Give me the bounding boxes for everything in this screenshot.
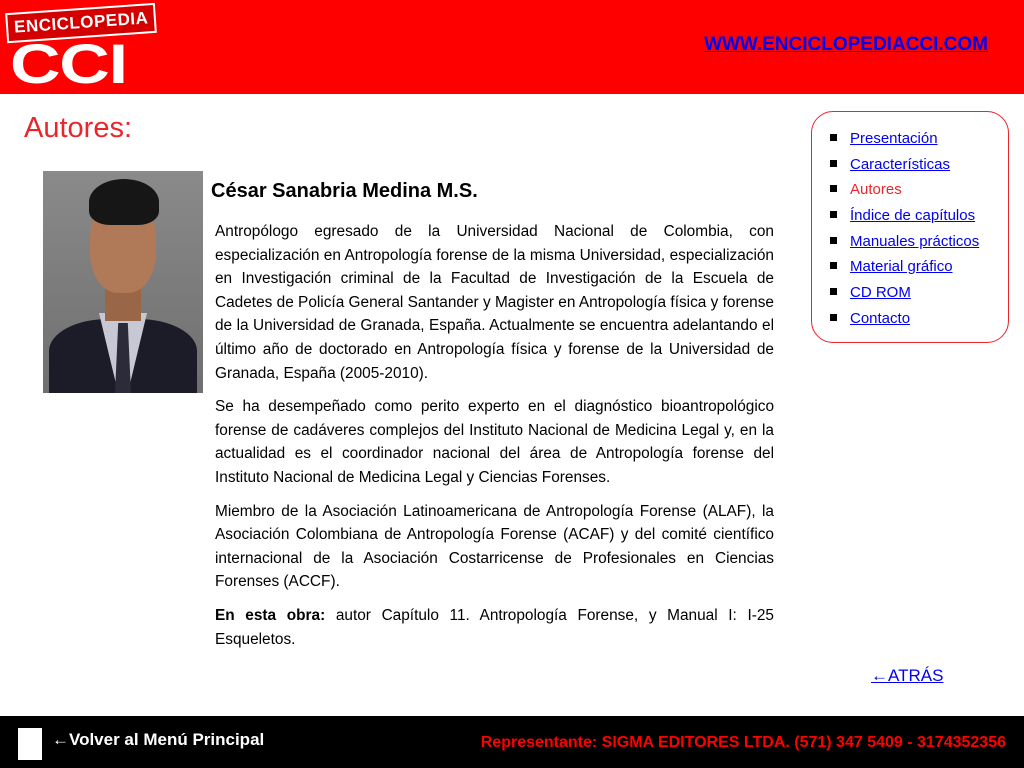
bio-work-paragraph [215, 604, 774, 651]
square-bullet-icon [830, 237, 837, 244]
header-bar [0, 0, 1024, 94]
enciclopedia-cci-logo[interactable] [6, 8, 149, 95]
navigation-menu [811, 111, 1009, 343]
page-title: Autores: [24, 112, 132, 144]
square-bullet-icon [830, 134, 837, 141]
nav-item-indice [830, 205, 979, 231]
square-bullet-icon [830, 185, 837, 192]
nav-item-manuales [830, 231, 979, 257]
author-name: César Sanabria Medina M.S. [211, 180, 478, 202]
bio-paragraph: Antropólogo egresado de la Universidad Nacional de Colombia, con especialización en Antropología forense de la misma Universidad, especialización en Investigación criminal de la Facultad de Investigación de la Escuela de Cadetes de Policía General Santander y Magister en Antropología física y forense de la Universidad de Granada, España. Actualmente se encuentra adelantando el último año de doctorado en Antropología física y forense de la Universidad de Granada, España (2005-2010). [215, 223, 774, 382]
logo-bottom-text: CCI [10, 32, 127, 95]
nav-item-contacto [830, 308, 979, 334]
footer-bar [0, 716, 1024, 768]
work-text: autor Capítulo 11. Antropología Forense, y Manual I: I-25 Esqueletos. [215, 606, 774, 648]
author-photo [43, 171, 203, 393]
nav-item-caracteristicas [830, 154, 979, 180]
logo-top-text: ENCICLOPEDIA [5, 3, 157, 43]
nav-link-manuales-practicos[interactable]: Manuales prácticos [850, 232, 980, 250]
square-bullet-icon [830, 160, 837, 167]
nav-link-caracteristicas[interactable]: Características [850, 155, 951, 173]
nav-link-indice-capitulos[interactable]: Índice de capítulos [850, 207, 976, 225]
nav-link-presentacion[interactable]: Presentación [850, 130, 938, 147]
square-bullet-icon [830, 211, 837, 218]
nav-item-autores [830, 179, 979, 205]
nav-link-contacto[interactable]: Contacto [850, 309, 911, 327]
nav-link-material-grafico[interactable]: Material gráfico [850, 258, 953, 276]
square-bullet-icon [830, 288, 837, 295]
back-link[interactable]: ←ATRÁS [871, 666, 944, 685]
bio-paragraph: Miembro de la Asociación Latinoamericana de Antropología Forense (ALAF), la Asociación Colombiana de Antropología Forense (ACAF) y del comité científico internacional de la Asociación Costarricense de Profesionales en Ciencias Forenses (ACCF). [215, 502, 774, 591]
work-label: En esta obra: [215, 606, 326, 624]
nav-link-autores[interactable]: Autores [850, 181, 902, 199]
nav-item-presentacion [830, 128, 979, 154]
square-bullet-icon [830, 262, 837, 269]
bio-paragraph: Se ha desempeñado como perito experto en el diagnóstico bioantropológico forense de cadáveres complejos del Instituto Nacional de Medicina Legal y, en la actualidad es el coordinador nacional del área de Antropología forense del Instituto Nacional de Medicina Legal y Ciencias Forenses. [215, 398, 774, 486]
nav-list [830, 128, 979, 334]
main-menu-link[interactable]: ←Volver al Menú Principal [52, 730, 265, 749]
nav-item-material [830, 256, 979, 282]
author-bio [215, 220, 774, 661]
square-bullet-icon [830, 314, 837, 321]
footer-square-icon [18, 728, 42, 760]
website-link[interactable]: WWW.ENCICLOPEDIACCI.COM [704, 34, 988, 55]
nav-link-cd-rom[interactable]: CD ROM [850, 284, 911, 302]
representative-info: Representante: SIGMA EDITORES LTDA. (571) 347 5409 - 3174352356 [480, 734, 1006, 751]
nav-item-cdrom [830, 282, 979, 308]
